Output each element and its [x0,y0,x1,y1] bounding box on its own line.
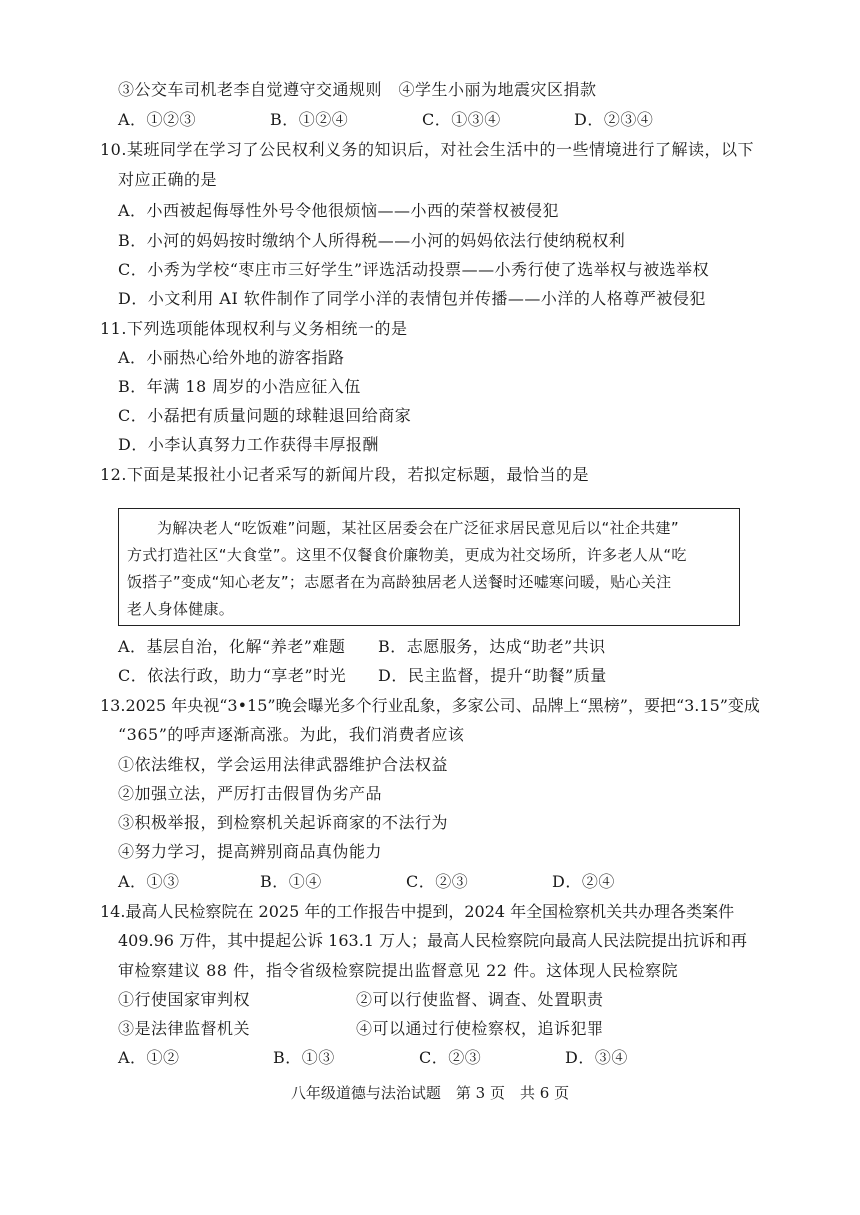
q12-option-b: B．志愿服务，达成“助老”共识 [378,637,606,656]
q13-option-d: D．②④ [552,872,615,891]
news-excerpt-box [118,508,740,626]
q10-stem-line2: 对应正确的是 [118,170,218,189]
q13-statement-1: ①依法维权，学会运用法律武器维护合法权益 [118,755,449,774]
q9-statements-line: ③公交车司机老李自觉遵守交通规则 ④学生小丽为地震灾区捐款 [118,80,597,99]
q14-statement-2: ②可以行使监督、调查、处置职责 [356,990,604,1009]
q14-statement-1: ①行使国家审判权 [118,990,251,1009]
q14-option-b: B．①③ [273,1048,335,1067]
q11-option-d: D．小李认真努力工作获得丰厚报酬 [118,435,379,454]
q12-option-c: C．依法行政，助力“享老”时光 [118,666,347,685]
q9-option-c: C．①③④ [422,110,501,129]
news-line-3: 饭搭子”变成“知心老友”；志愿者在为高龄独居老人送餐时还嘘寒问暖，贴心关注 [127,573,672,591]
q10-stem-line1: 10.某班同学在学习了公民权利义务的知识后，对社会生活中的一些情境进行了解读，以下 [100,140,754,159]
q10-option-c: C．小秀为学校“枣庄市三好学生”评选活动投票——小秀行使了选举权与被选举权 [118,260,710,279]
news-line-2: 方式打造社区“大食堂”。这里不仅餐食价廉物美，更成为社交场所，许多老人从“吃 [127,546,687,564]
q11-option-b: B．年满 18 周岁的小浩应征入伍 [118,377,361,396]
q13-statement-3: ③积极举报，到检察机关起诉商家的不法行为 [118,813,449,832]
q13-option-a: A．①③ [118,872,180,891]
q14-options [118,1047,628,1069]
news-line-1: 为解决老人“吃饭难”问题，某社区居委会在广泛征求居民意见后以“社企共建” [157,519,679,537]
q14-stem-line3: 审检察建议 88 件，指令省级检察院提出监督意见 22 件。这体现人民检察院 [118,961,679,980]
q9-option-a: A．①②③ [118,110,197,129]
q13-stem-line2: “365”的呼声逐渐高涨。为此，我们消费者应该 [118,725,465,744]
q14-stem-line1: 14.最高人民检察院在 2025 年的工作报告中提到，2024 年全国检察机关共办理各类案件 [100,902,735,921]
q13-option-c: C．②③ [406,872,469,891]
q14-statements-row1 [118,989,604,1011]
page-footer: 八年级道德与法治试题 第 3 页 共 6 页 [290,1084,570,1102]
q10-option-a: A．小西被起侮辱性外号令他很烦恼——小西的荣誉权被侵犯 [118,201,560,220]
news-line-4: 老人身体健康。 [127,600,235,618]
q14-statement-4: ④可以通过行使检察权，追诉犯罪 [356,1019,604,1038]
q14-statements-row2 [118,1018,604,1040]
q12-stem: 12.下面是某报社小记者采写的新闻片段，若拟定标题，最恰当的是 [100,465,589,484]
q14-statement-3: ③是法律监督机关 [118,1019,251,1038]
q12-option-d: D．民主监督，提升“助餐”质量 [378,666,607,685]
q9-options [118,109,653,131]
q14-option-a: A．①② [118,1048,180,1067]
q13-statement-4: ④努力学习，提高辨别商品真伪能力 [118,842,383,861]
q12-option-a: A．基层自治，化解“养老”难题 [118,637,346,656]
q12-options-row2 [118,665,607,687]
q11-option-a: A．小丽热心给外地的游客指路 [118,348,345,367]
q9-option-d: D．②③④ [574,110,654,129]
q14-option-d: D．③④ [565,1048,628,1067]
q13-option-b: B．①④ [260,872,322,891]
q12-options-row1 [118,636,606,658]
q11-stem: 11.下列选项能体现权利与义务相统一的是 [100,319,408,338]
q9-option-b: B．①②④ [270,110,349,129]
q13-stem-line1: 13.2025 年央视“3•15”晚会曝光多个行业乱象，多家公司、品牌上“黑榜”，要把“3.15”变成 [100,696,760,715]
q11-option-c: C．小磊把有质量问题的球鞋退回给商家 [118,406,412,425]
q13-statement-2: ②加强立法，严厉打击假冒伪劣产品 [118,784,383,803]
q14-option-c: C．②③ [419,1048,482,1067]
q10-option-d: D．小文利用 AI 软件制作了同学小洋的表情包并传播——小洋的人格尊严被侵犯 [118,289,706,308]
q14-stem-line2: 409.96 万件，其中提起公诉 163.1 万人；最高人民检察院向最高人民法院提出抗诉和再 [118,931,748,950]
q10-option-b: B．小河的妈妈按时缴纳个人所得税——小河的妈妈依法行使纳税权利 [118,231,626,250]
q13-options [118,871,615,893]
